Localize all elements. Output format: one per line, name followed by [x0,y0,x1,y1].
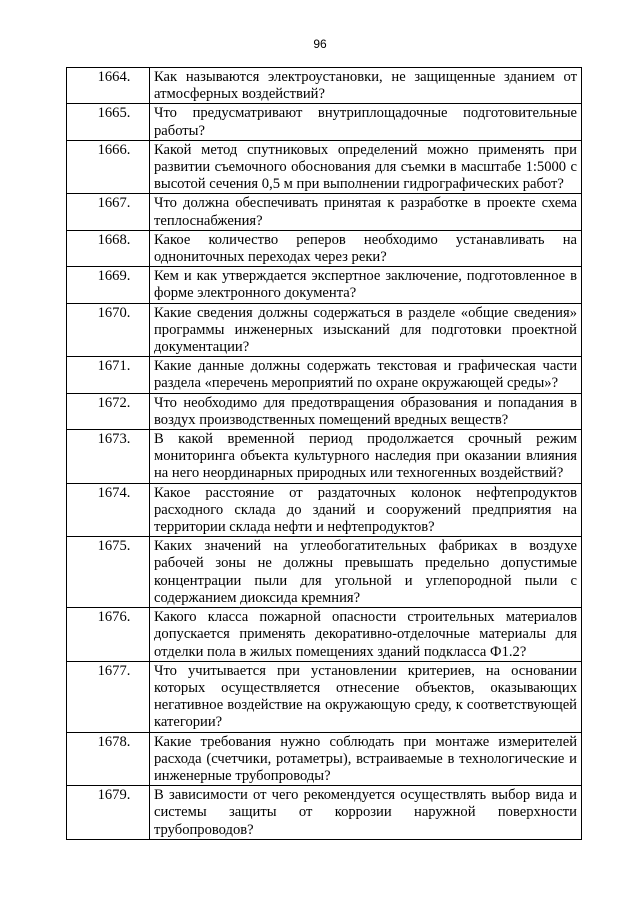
question-text: Какие сведения должны содержаться в разделе «общие сведения» программы инженерных изысканий для подготовки проектной документации? [150,303,582,357]
table-row [67,357,582,393]
question-number: 1671. [67,357,150,393]
table-row [67,608,582,662]
question-number: 1669. [67,267,150,303]
question-number: 1667. [67,194,150,230]
question-text: В зависимости от чего рекомендуется осуществлять выбор вида и системы защиты от коррозии наружной поверхности трубопроводов? [150,786,582,840]
table-row [67,267,582,303]
question-number: 1664. [67,68,150,104]
question-text: Кем и как утверждается экспертное заключение, подготовленное в форме электронного документа? [150,267,582,303]
questions-table [66,67,582,840]
question-number: 1672. [67,393,150,429]
question-text: Какое расстояние от раздаточных колонок нефтепродуктов расходного склада до зданий и сооружений предприятия на территории склада нефти и нефтепродуктов? [150,483,582,537]
question-text: Что предусматривают внутриплощадочные подготовительные работы? [150,104,582,140]
question-text: В какой временной период продолжается срочный режим мониторинга объекта культурного наследия при оказании влияния на него неординарных природных или техногенных воздействий? [150,430,582,484]
question-number: 1666. [67,140,150,194]
table-row [67,393,582,429]
question-text: Какое количество реперов необходимо устанавливать на однониточных переходах через реки? [150,230,582,266]
question-number: 1673. [67,430,150,484]
question-text: Что необходимо для предотвращения образования и попадания в воздух производственных помещений вредных веществ? [150,393,582,429]
table-row [67,140,582,194]
question-number: 1676. [67,608,150,662]
table-row [67,303,582,357]
question-number: 1668. [67,230,150,266]
question-number: 1678. [67,732,150,786]
table-row [67,786,582,840]
table-row [67,430,582,484]
question-text: Как называются электроустановки, не защищенные зданием от атмосферных воздействий? [150,68,582,104]
question-number: 1675. [67,537,150,608]
table-row [67,732,582,786]
table-row [67,661,582,732]
table-row [67,483,582,537]
question-text: Что должна обеспечивать принятая к разработке в проекте схема теплоснабжения? [150,194,582,230]
table-row [67,68,582,104]
question-text: Каких значений на углеобогатительных фабриках в воздухе рабочей зоны не должны превышать предельно допустимые концентрации пыли для угольной и углепородной пыли с содержанием диоксида кремния? [150,537,582,608]
question-text: Какие требования нужно соблюдать при монтаже измерителей расхода (счетчики, ротаметры), встраиваемые в технологические и инженерные трубопроводы? [150,732,582,786]
question-number: 1677. [67,661,150,732]
page-number: 96 [313,37,327,51]
question-text: Что учитывается при установлении критериев, на основании которых осуществляется отнесение объектов, оказывающих негативное воздействие на окружающую среду, к соответствующей категории? [150,661,582,732]
question-text: Какой метод спутниковых определений можно применять при развитии съемочного обоснования для съемки в масштабе 1:5000 с высотой сечения 0,5 м при выполнении гидрографических работ? [150,140,582,194]
question-number: 1674. [67,483,150,537]
table-row [67,194,582,230]
table-row [67,230,582,266]
table-row [67,537,582,608]
table-row [67,104,582,140]
question-number: 1679. [67,786,150,840]
question-number: 1665. [67,104,150,140]
question-number: 1670. [67,303,150,357]
question-text: Какие данные должны содержать текстовая и графическая части раздела «перечень мероприятий по охране окружающей среды»? [150,357,582,393]
questions-table-body [67,68,582,840]
question-text: Какого класса пожарной опасности строительных материалов допускается применять декоративно-отделочные материалы для отделки пола в жилых помещениях зданий подкласса Ф1.2? [150,608,582,662]
